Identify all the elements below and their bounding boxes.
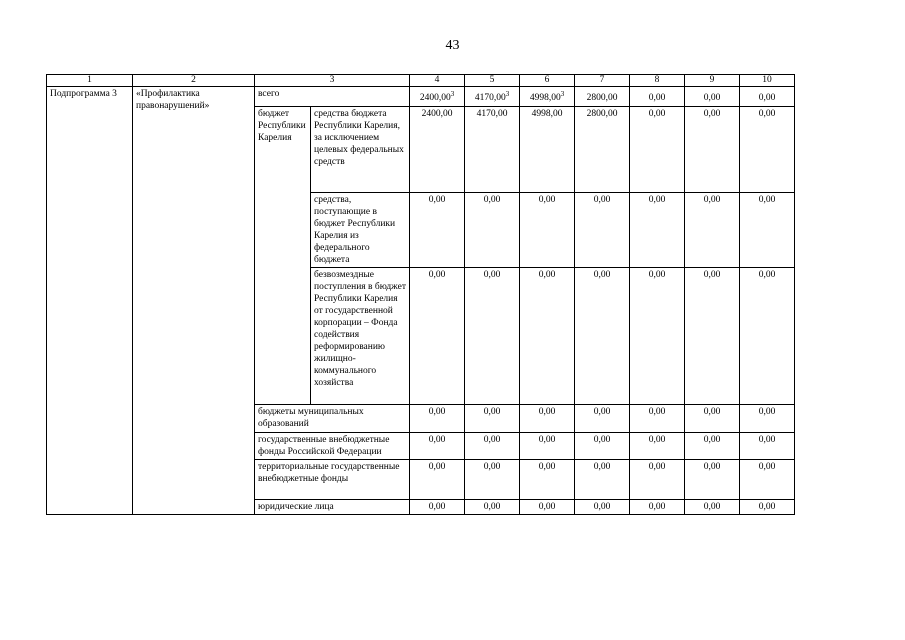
value-cell: 0,00 [685,433,740,460]
value-cell: 0,00 [740,405,795,433]
header-cell: 7 [575,75,630,87]
value-cell: 0,00 [685,460,740,500]
value-cell: 0,00 [740,107,795,193]
budget-rk-label: бюджет Республики Карелия [255,107,311,405]
value-cell: 0,00 [465,268,520,405]
value-cell: 0,00 [685,193,740,268]
value-cell: 0,00 [520,433,575,460]
row-label: юридические лица [255,500,410,515]
value-cell: 2400,00$^3$ [410,87,465,107]
value-cell: 0,00 [630,193,685,268]
value-cell: 2800,00 [575,87,630,107]
value-cell: 2400,00 [410,107,465,193]
row-label: государственные внебюджетные фонды Российской Федерации [255,433,410,460]
header-row [47,75,795,87]
value-cell: 0,00 [630,87,685,107]
row-label: бюджеты муниципальных образований [255,405,410,433]
page-number: 43 [445,38,460,53]
value-cell: 0,00 [740,500,795,515]
value-cell: 0,00 [465,193,520,268]
value-cell: 0,00 [685,405,740,433]
program-name: «Профилактика правонарушений» [133,87,255,515]
footnote-mark: 3 [505,89,510,98]
value-cell: 0,00 [410,193,465,268]
value-cell: 0,00 [465,405,520,433]
row-label: средства, поступающие в бюджет Республики Карелия из федерального бюджета [311,193,410,268]
header-cell: 5 [465,75,520,87]
value-cell: 0,00 [630,500,685,515]
value-cell: 0,00 [520,268,575,405]
value-cell: 0,00 [685,87,740,107]
value-cell: 0,00 [575,500,630,515]
value-cell: 0,00 [685,268,740,405]
value-cell: 0,00 [575,433,630,460]
value-cell: 0,00 [465,433,520,460]
value-cell: 0,00 [740,87,795,107]
value-cell: 0,00 [575,460,630,500]
value-cell: 0,00 [685,107,740,193]
value-cell: 0,00 [740,193,795,268]
value-cell: 0,00 [575,268,630,405]
value-cell: 0,00 [520,405,575,433]
value-cell: 0,00 [410,460,465,500]
value-cell: 0,00 [520,460,575,500]
row-label: средства бюджета Республики Карелия, за исключением целевых федеральных средств [311,107,410,193]
header-cell: 2 [133,75,255,87]
footnote-mark: 3 [560,89,565,98]
value-cell: 0,00 [410,405,465,433]
value-cell: 0,00 [685,500,740,515]
value-cell: 0,00 [740,433,795,460]
value-cell: 4998,00 [520,107,575,193]
value-cell: 0,00 [465,460,520,500]
value-cell: 0,00 [630,433,685,460]
value-cell: 0,00 [575,193,630,268]
row-label: территориальные государственные внебюджетные фонды [255,460,410,500]
table-row-total [47,87,795,107]
header-cell: 9 [685,75,740,87]
value-cell: 0,00 [740,460,795,500]
value-cell: 0,00 [520,193,575,268]
program-code: Подпрограмма 3 [47,87,133,515]
header-cell: 4 [410,75,465,87]
value-cell: 4170,00$^3$ [465,87,520,107]
value-cell: 0,00 [630,405,685,433]
value-cell: 0,00 [740,268,795,405]
value-cell: 0,00 [410,500,465,515]
value-cell: 4998,00$^3$ [520,87,575,107]
header-cell: 8 [630,75,685,87]
row-label: безвозмездные поступления в бюджет Республики Карелия от государственной корпорации – Фонда содействия реформированию жилищно-коммунального хозяйства [311,268,410,405]
value-cell: 0,00 [630,268,685,405]
value-cell: 0,00 [520,500,575,515]
header-cell: 10 [740,75,795,87]
value-cell: 0,00 [410,433,465,460]
value-cell: 4170,00 [465,107,520,193]
value-cell: 0,00 [575,405,630,433]
value-cell: 0,00 [465,500,520,515]
value-cell: 0,00 [410,268,465,405]
value-cell: 2800,00 [575,107,630,193]
value-cell: 0,00 [630,460,685,500]
header-cell: 3 [255,75,410,87]
header-cell: 6 [520,75,575,87]
budget-table [46,74,795,515]
footnote-mark: 3 [450,89,455,98]
row-label: всего [255,87,410,107]
value-cell: 0,00 [630,107,685,193]
header-cell: 1 [47,75,133,87]
